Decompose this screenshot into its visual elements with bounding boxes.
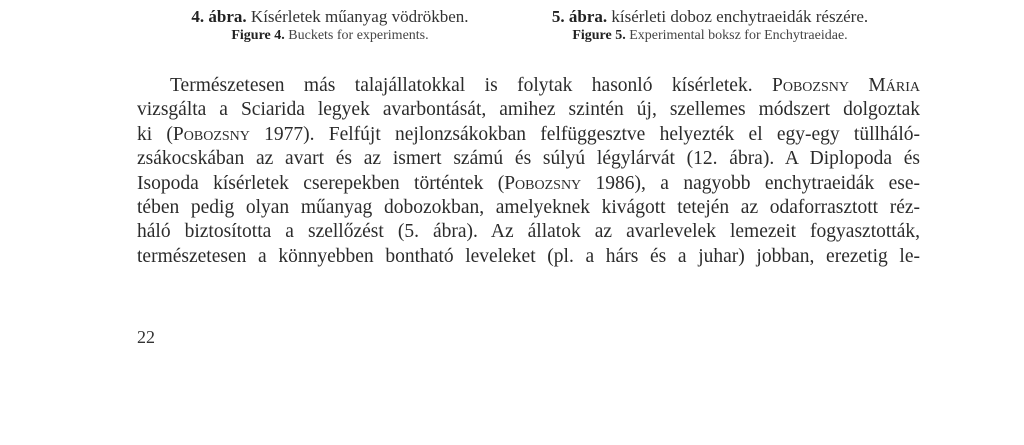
line-text: zsákocskában az avart és az ismert számú és súlyú légylárvát (12. ábra). A Diplopoda és [137,148,920,170]
line-text: Isopoda kísérletek cserepekben történtek ( [137,172,505,194]
paragraph-line [137,245,920,269]
line-text: vizsgálta a Sciarida legyek avarbontását, amihez szintén új, szellemes módszert dolgoztak [137,99,920,121]
paragraph-line [137,220,920,244]
paragraph-line [137,74,920,98]
line-text: természetesen a könnyebben bontható leveleket (pl. a hárs és a juhar) jobban, erezetig le- [137,245,920,267]
figure-4-text-en: Buckets for experiments. [284,28,429,43]
figure-5-caption-hu [480,6,940,27]
line-text: 1986), a nagyobb enchytraeidák ese- [581,172,920,194]
line-text: 1977). Felfújt nejlonzsákokban felfüggesztve helyezték el egy-egy tüllháló- [249,123,920,145]
figure-5-text-en: Experimental boksz for Enchytraeidae. [625,28,848,43]
figure-4-text-hu: Kísérletek műanyag vödrökben. [246,7,469,26]
paragraph-line [137,98,920,122]
figure-5-caption [480,6,940,44]
citation-author: Pobozsny [172,123,250,145]
line-text: Természetesen más talajállatokkal is folytak hasonló kísérletek. [170,75,773,96]
page-number: 22 [137,327,155,347]
line-text: tében pedig olyan műanyag dobozokban, amelyeknek kivágott tetején az odaforrasztott réz- [137,197,920,219]
figure-captions [0,6,1024,46]
figure-4-label-hu: 4. ábra. [191,7,247,26]
author-name: Pobozsny Mária [772,75,920,96]
line-text: háló biztosította a szellőzést (5. ábra). Az állatok az avarlevelek lemezeit fogyasztották, [137,221,920,243]
body-paragraph [137,74,920,269]
paragraph-line [137,147,920,171]
figure-5-label-hu: 5. ábra. [551,7,608,26]
figure-4-label-en: Figure 4. [231,28,285,43]
paragraph-line [137,172,920,196]
paragraph-line [137,196,920,220]
figure-5-text-hu: kísérleti doboz enchytraeidák részére. [607,7,869,26]
paragraph-line [137,123,920,147]
citation-author: Pobozsny [504,172,582,194]
figure-5-label-en: Figure 5. [572,28,626,43]
line-text: ki ( [137,123,173,145]
figure-5-caption-en [480,27,940,44]
